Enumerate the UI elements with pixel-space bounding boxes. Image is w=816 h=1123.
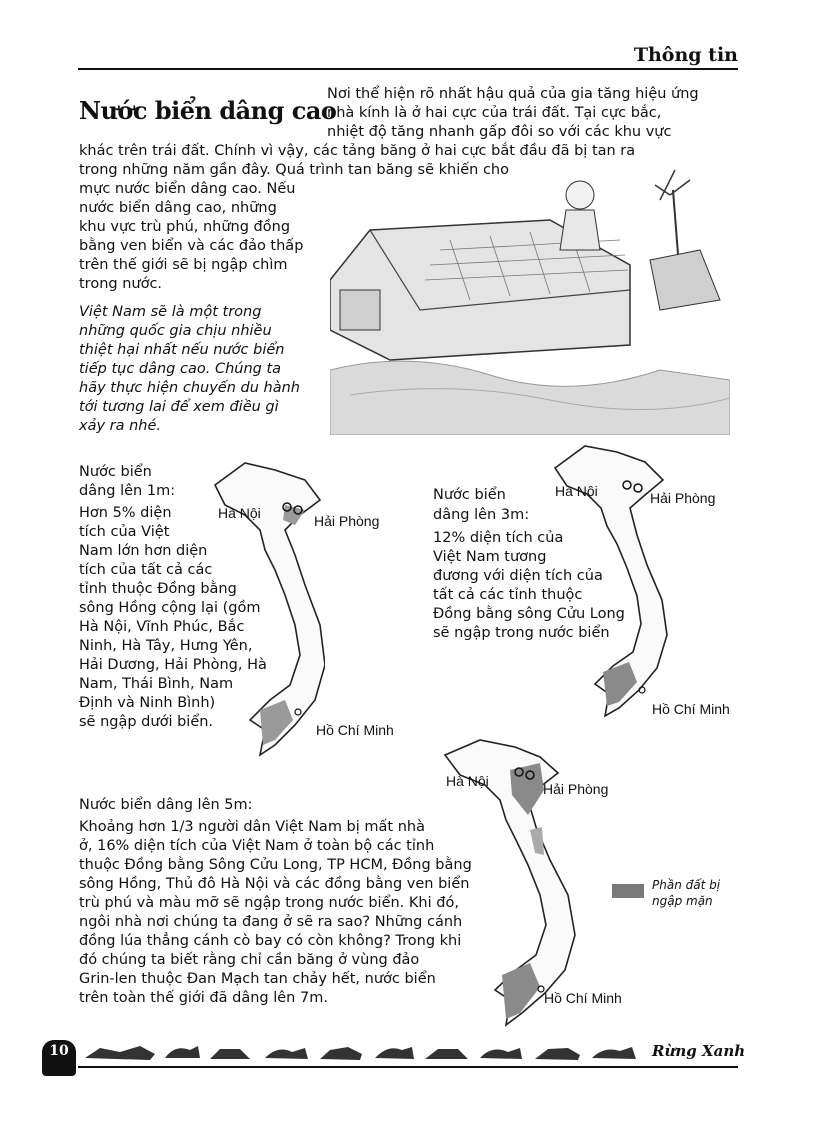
map-label-haiphong: Hải Phòng <box>314 513 380 529</box>
map-label-hanoi: Hà Nội <box>218 505 261 521</box>
scenario-line: tỉnh thuộc Đồng bằng <box>79 581 237 597</box>
scenario-line: Nam, Thái Bình, Nam <box>79 676 234 692</box>
scenario-line: Nước biển <box>79 464 152 480</box>
legend-line: Phần đất bị <box>652 878 721 892</box>
legend-label <box>652 877 762 909</box>
scenario-line: trên toàn thế giới đã dâng lên 7m. <box>79 990 328 1006</box>
map-label-haiphong: Hải Phòng <box>543 781 609 797</box>
scenario-line: tất cả các tỉnh thuộc <box>433 587 583 603</box>
scenario-line: 12% diện tích của <box>433 530 564 546</box>
scenario-line: đương với diện tích của <box>433 568 603 584</box>
page-number-badge <box>42 1040 76 1076</box>
scenario-line: Khoảng hơn 1/3 người dân Việt Nam bị mất nhà <box>79 819 425 835</box>
intro-line: nhiệt độ tăng nhanh gấp đôi so với các khu vực <box>327 124 672 140</box>
illustration-flooded-house <box>330 170 730 435</box>
scenario-line: trù phú và màu mỡ sẽ ngập trong nước biển. Khi đó, <box>79 895 459 911</box>
article-title: Nước biển dâng cao <box>79 96 337 125</box>
scenario-line: Đồng bằng sông Cửu Long <box>433 606 625 622</box>
italic-line: Việt Nam sẽ là một trong <box>79 304 262 320</box>
scenario-line: Hà Nội, Vĩnh Phúc, Bắc <box>79 619 245 635</box>
intro-line: nhà kính là ở hai cực của trái đất. Tại cực bắc, <box>327 105 662 121</box>
intro-line: bằng ven biển và các đảo thấp <box>79 238 304 254</box>
scenario-line: Nam lớn hơn diện <box>79 543 208 559</box>
scenario-line: Hải Dương, Hải Phòng, Hà <box>79 657 267 673</box>
scenario-line: sông Hồng, Thủ đô Hà Nội và các đồng bằng ven biển <box>79 876 470 892</box>
scenario-line: dâng lên 3m: <box>433 507 530 523</box>
scenario-line: Nước biển <box>433 487 506 503</box>
map-label-hcm: Hồ Chí Minh <box>544 990 622 1006</box>
intro-line: trong những năm gần đây. Quá trình tan băng sẽ khiến cho <box>79 162 509 178</box>
scenario-line: tích của Việt <box>79 524 170 540</box>
legend-line: ngập mặn <box>652 894 713 908</box>
map-label-haiphong: Hải Phòng <box>650 490 716 506</box>
intro-line: khác trên trái đất. Chính vì vậy, các tảng băng ở hai cực bắt đầu đã bị tan ra <box>79 143 636 159</box>
scenario-line: sông Hồng cộng lại (gồm <box>79 600 261 616</box>
intro-line: trong nước. <box>79 276 163 292</box>
intro-line: mực nước biển dâng cao. Nếu <box>79 181 296 197</box>
italic-line: tiếp tục dâng cao. Chúng ta <box>79 361 282 377</box>
page-number: 10 <box>49 1043 69 1059</box>
intro-line: khu vực trù phú, những đồng <box>79 219 291 235</box>
scenario-line: Ninh, Hà Tây, Hưng Yên, <box>79 638 253 654</box>
intro-line: nước biển dâng cao, những <box>79 200 277 216</box>
scenario-line: dâng lên 1m: <box>79 483 176 499</box>
scenario-line: thuộc Đồng bằng Sông Cửu Long, TP HCM, Đồng bằng <box>79 857 472 873</box>
scenario-line: Hơn 5% diện <box>79 505 172 521</box>
scenario-line: tích của tất cả các <box>79 562 213 578</box>
map-label-hanoi: Hà Nội <box>555 483 598 499</box>
intro-line: trên thế giới sẽ bị ngập chìm <box>79 257 288 273</box>
scenario-line: sẽ ngập trong nước biển <box>433 625 610 641</box>
scenario-line: Grin-len thuộc Đan Mạch tan chảy hết, nước biển <box>79 971 436 987</box>
italic-line: tới tương lai để xem điều gì <box>79 399 279 415</box>
footer-rule <box>78 1066 738 1068</box>
scenario-line: đồng lúa thẳng cánh cò bay có còn không? Trong khi <box>79 933 462 949</box>
map-label-hcm: Hồ Chí Minh <box>652 701 730 717</box>
scenario-line: ngôi nhà nơi chúng ta đang ở sẽ ra sao? Những cánh <box>79 914 463 930</box>
italic-line: thiệt hại nhất nếu nước biển <box>79 342 285 358</box>
header-rule <box>78 68 738 70</box>
publication-name: Rừng Xanh <box>652 1042 746 1060</box>
map-label-hanoi: Hà Nội <box>446 773 489 789</box>
scenario-line: ở, 16% diện tích của Việt Nam ở toàn bộ các tỉnh <box>79 838 435 854</box>
intro-line: Nơi thể hiện rõ nhất hậu quả của gia tăng hiệu ứng <box>327 86 699 102</box>
scenario-line: sẽ ngập dưới biển. <box>79 714 214 730</box>
section-label: Thông tin <box>633 44 738 66</box>
scenario-line: Định và Ninh Bình) <box>79 695 216 711</box>
map-label-hcm: Hồ Chí Minh <box>316 722 394 738</box>
scenario-line: Nước biển dâng lên 5m: <box>79 797 253 813</box>
italic-line: hãy thực hiện chuyến du hành <box>79 380 300 396</box>
scenario-line: Việt Nam tương <box>433 549 547 565</box>
legend-swatch <box>612 884 644 898</box>
animal-frieze <box>80 1040 645 1064</box>
scenario-line: đó chúng ta biết rằng chỉ cần băng ở vùng đảo <box>79 952 420 968</box>
italic-line: xảy ra nhé. <box>79 418 162 434</box>
italic-line: những quốc gia chịu nhiều <box>79 323 272 339</box>
